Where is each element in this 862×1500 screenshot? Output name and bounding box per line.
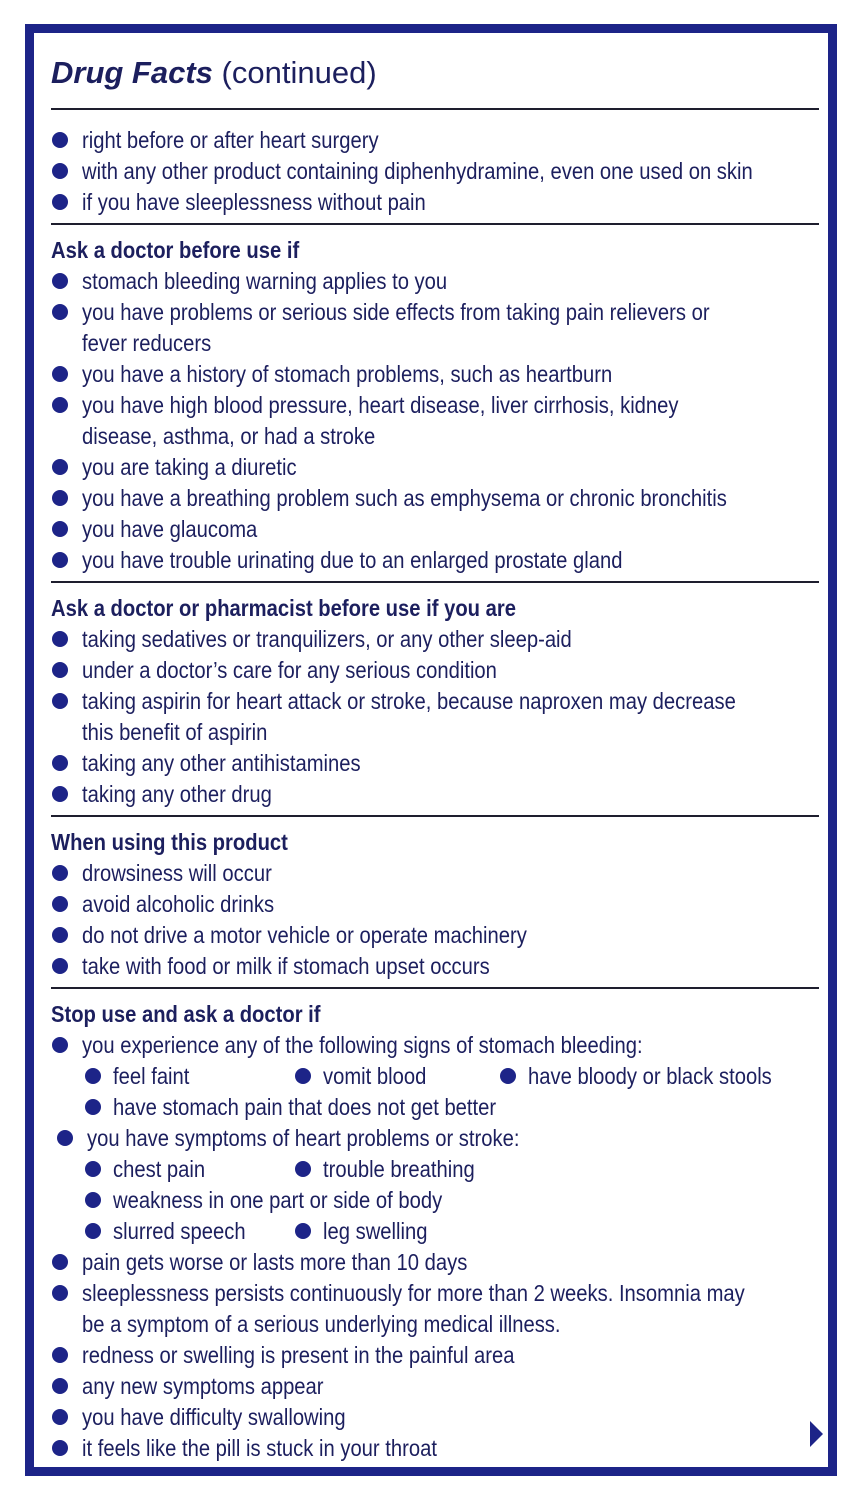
sub-list-item	[83, 1185, 496, 1216]
sub-list-item	[293, 1154, 499, 1185]
bullet-icon	[52, 896, 68, 912]
bullet-icon	[85, 1068, 101, 1084]
bullet-icon	[52, 194, 68, 210]
bullet-icon	[52, 552, 68, 568]
list-item	[51, 266, 819, 297]
list-item	[51, 858, 819, 889]
title-strong: Drug Facts	[51, 55, 213, 90]
item-text: you have trouble urinating due to an enlarged prostate gland	[82, 547, 623, 573]
bullet-icon	[52, 786, 68, 802]
item-text: leg swelling	[323, 1218, 428, 1244]
bullet-icon	[85, 1223, 101, 1239]
section-heading: Ask a doctor before use if	[51, 237, 300, 263]
item-text-continued: fever reducers	[82, 330, 212, 356]
list-item	[51, 125, 819, 156]
bleeding-signs-row	[51, 1061, 819, 1092]
bullet-icon	[52, 366, 68, 382]
item-text: right before or after heart surgery	[82, 127, 379, 153]
item-text: have bloody or black stools	[528, 1063, 772, 1089]
bullet-icon	[85, 1192, 101, 1208]
bullet-icon	[52, 304, 68, 320]
item-text: sleeplessness persists continuously for more than 2 weeks. Insomnia may	[82, 1280, 745, 1306]
bullet-icon	[295, 1068, 311, 1084]
item-text: you have high blood pressure, heart disease, liver cirrhosis, kidney	[82, 392, 679, 418]
list-item	[51, 951, 819, 982]
item-text: you have a history of stomach problems, such as heartburn	[82, 361, 613, 387]
drug-facts-panel	[25, 24, 837, 1476]
item-text: taking any other drug	[82, 781, 272, 807]
section-heading: When using this product	[51, 829, 288, 855]
list-item	[51, 1371, 819, 1402]
heart-signs-row	[51, 1216, 819, 1247]
list-item	[51, 359, 819, 390]
item-text: taking any other antihistamines	[82, 750, 361, 776]
bullet-icon	[52, 631, 68, 647]
list-item	[51, 920, 819, 951]
bullet-icon	[52, 1285, 68, 1301]
list-item	[51, 514, 819, 545]
bullet-icon	[52, 397, 68, 413]
bullet-icon	[52, 521, 68, 537]
sub-list-item	[83, 1154, 220, 1185]
bullet-icon	[52, 132, 68, 148]
heart-signs-row	[51, 1154, 819, 1185]
list-item	[51, 297, 819, 359]
bullet-icon	[52, 755, 68, 771]
list-item	[51, 187, 819, 218]
item-text: slurred speech	[113, 1218, 246, 1244]
bullet-icon	[85, 1099, 101, 1115]
item-text: feel faint	[113, 1063, 190, 1089]
item-text: pain gets worse or lasts more than 10 days	[82, 1249, 468, 1275]
when-using-section	[51, 817, 819, 989]
list-item	[51, 748, 819, 779]
bullet-icon	[52, 1378, 68, 1394]
bullet-icon	[52, 865, 68, 881]
item-text: stomach bleeding warning applies to you	[82, 268, 448, 294]
item-text: vomit blood	[323, 1063, 427, 1089]
list-item	[51, 452, 819, 483]
item-text: it feels like the pill is stuck in your throat	[82, 1435, 437, 1461]
item-text: with any other product containing diphenhydramine, even one used on skin	[82, 158, 753, 184]
list-item	[51, 545, 819, 576]
list-item	[51, 1433, 819, 1464]
drug-facts-content	[51, 33, 819, 1469]
item-text-continued: be a symptom of a serious underlying medical illness.	[82, 1311, 561, 1337]
bullet-icon	[52, 1254, 68, 1270]
ask-pharmacist-section	[51, 583, 819, 817]
bullet-icon	[52, 958, 68, 974]
list-item	[51, 390, 819, 452]
item-text: taking aspirin for heart attack or stroke, because naproxen may decrease	[82, 688, 736, 714]
item-text: you have problems or serious side effects from taking pain relievers or	[82, 299, 710, 325]
item-text: under a doctor’s care for any serious condition	[82, 657, 497, 683]
list-item	[51, 1278, 819, 1340]
page-title	[51, 33, 819, 110]
list-item	[51, 779, 819, 810]
bullet-icon	[85, 1161, 101, 1177]
item-text: trouble breathing	[323, 1156, 475, 1182]
sub-list-item	[293, 1216, 444, 1247]
item-text: you are taking a diuretic	[82, 454, 297, 480]
bullet-icon	[52, 1440, 68, 1456]
list-item	[51, 686, 819, 748]
sub-list-item	[83, 1061, 202, 1092]
section-heading: Ask a doctor or pharmacist before use if you are	[51, 595, 516, 621]
heart-signs-row	[51, 1185, 819, 1216]
item-text: chest pain	[113, 1156, 206, 1182]
bullet-icon	[52, 662, 68, 678]
item-text: drowsiness will occur	[82, 860, 272, 886]
bullet-icon	[52, 490, 68, 506]
list-item	[51, 889, 819, 920]
list-item	[51, 1247, 819, 1278]
bullet-icon	[295, 1161, 311, 1177]
sub-list-item	[498, 1061, 811, 1092]
bullet-icon	[52, 927, 68, 943]
item-text: you have a breathing problem such as emphysema or chronic bronchitis	[82, 485, 727, 511]
item-text: take with food or milk if stomach upset occurs	[82, 953, 490, 979]
list-item	[51, 1123, 819, 1154]
bullet-icon	[52, 1347, 68, 1363]
section-heading: Stop use and ask a doctor if	[51, 1001, 321, 1027]
item-text: you have glaucoma	[82, 516, 258, 542]
bullet-icon	[52, 163, 68, 179]
ask-doctor-section	[51, 225, 819, 583]
stop-use-section	[51, 989, 819, 1469]
bullet-icon	[52, 1037, 68, 1053]
bullet-icon	[52, 459, 68, 475]
list-item	[51, 1340, 819, 1371]
continue-arrow-icon	[810, 1421, 823, 1447]
bullet-icon	[52, 273, 68, 289]
item-text: you have difficulty swallowing	[82, 1404, 346, 1430]
bullet-icon	[57, 1130, 73, 1146]
item-text: you have symptoms of heart problems or stroke:	[87, 1125, 520, 1151]
sub-list-item	[293, 1061, 443, 1092]
item-text: any new symptoms appear	[82, 1373, 324, 1399]
bleeding-signs-row	[51, 1092, 819, 1123]
list-item	[51, 1402, 819, 1433]
item-text-continued: this benefit of aspirin	[82, 719, 268, 745]
list-item	[51, 655, 819, 686]
sub-list-item	[83, 1216, 267, 1247]
sub-list-item	[83, 1092, 559, 1123]
bullet-icon	[500, 1068, 516, 1084]
item-text: if you have sleeplessness without pain	[82, 189, 426, 215]
item-text: you experience any of the following signs of stomach bleeding:	[82, 1032, 643, 1058]
item-text: weakness in one part or side of body	[113, 1187, 443, 1213]
item-text: have stomach pain that does not get better	[113, 1094, 497, 1120]
list-item	[51, 624, 819, 655]
list-item	[51, 1030, 819, 1061]
item-text-continued: disease, asthma, or had a stroke	[82, 423, 376, 449]
bullet-icon	[52, 1409, 68, 1425]
list-item	[51, 483, 819, 514]
list-item	[51, 156, 819, 187]
bullet-icon	[295, 1223, 311, 1239]
item-text: taking sedatives or tranquilizers, or any other sleep-aid	[82, 626, 572, 652]
bullet-icon	[52, 693, 68, 709]
item-text: avoid alcoholic drinks	[82, 891, 275, 917]
title-continued: (continued)	[221, 55, 377, 90]
item-text: do not drive a motor vehicle or operate machinery	[82, 922, 527, 948]
continued-warnings-section	[51, 110, 819, 225]
item-text: redness or swelling is present in the painful area	[82, 1342, 515, 1368]
